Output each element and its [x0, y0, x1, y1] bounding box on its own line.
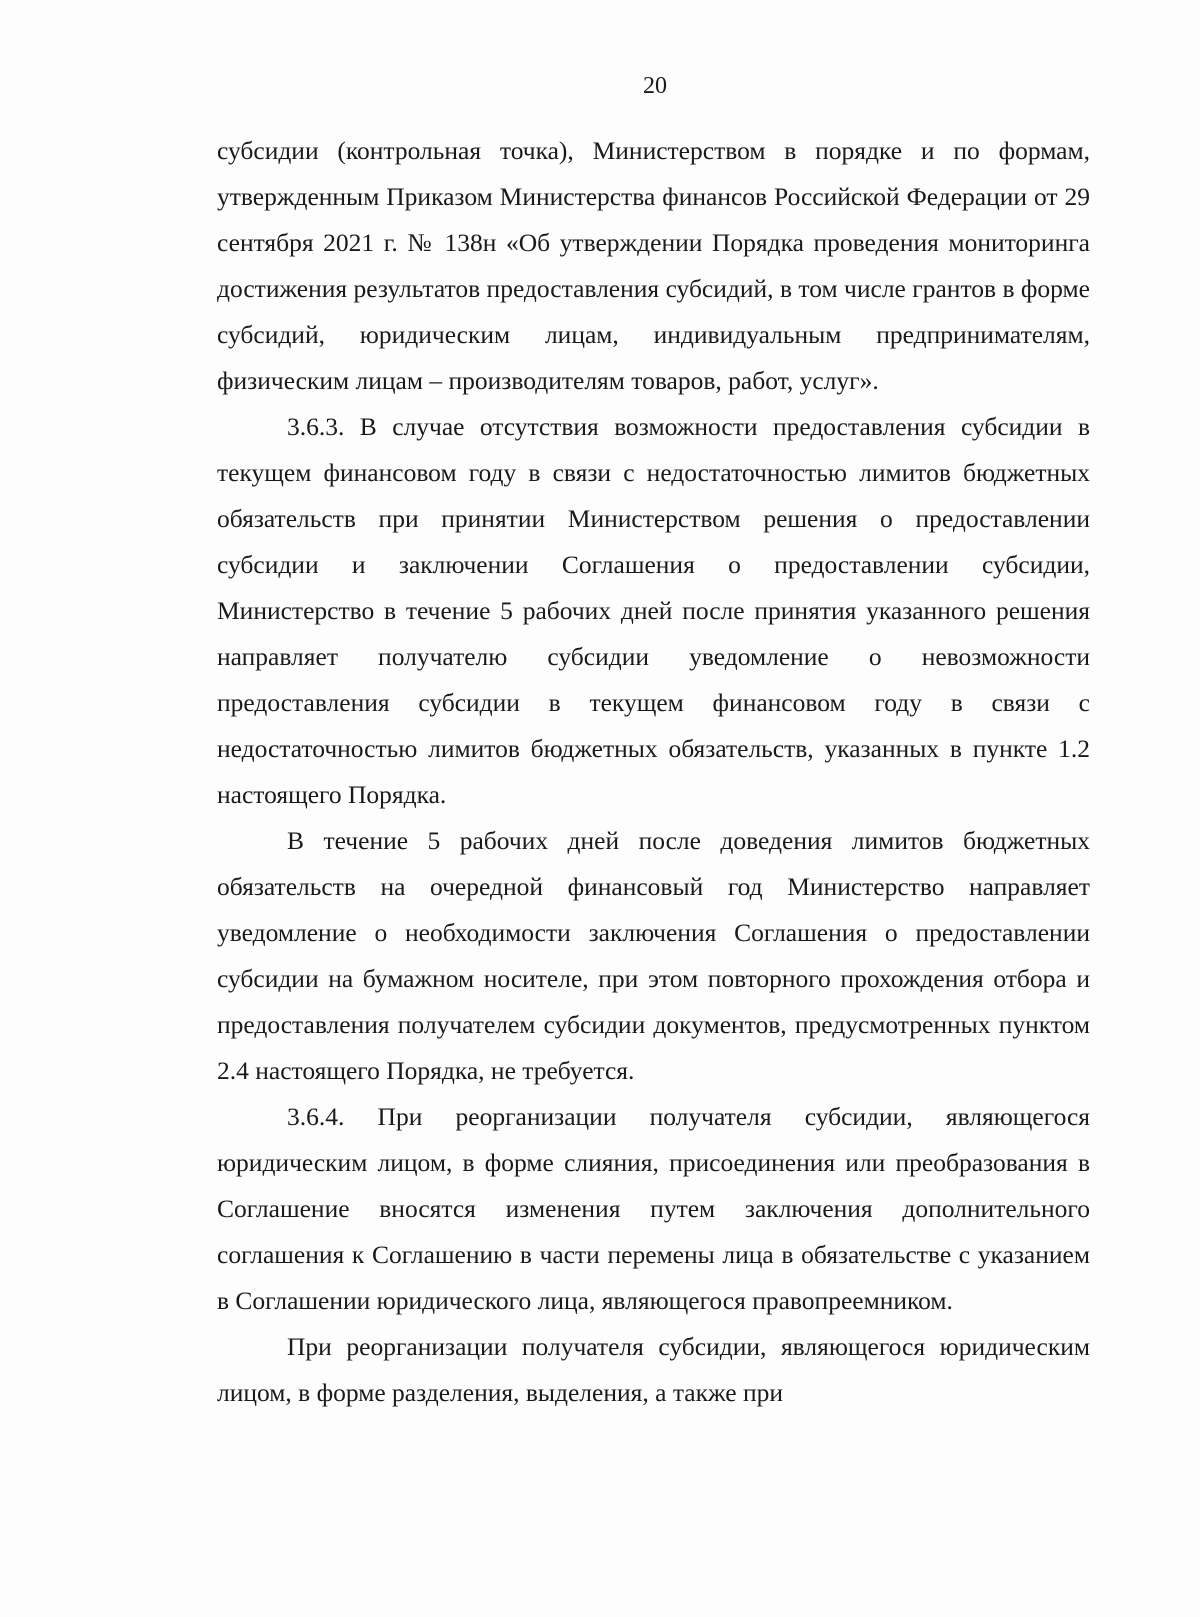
paragraph-reorganization: При реорганизации получателя субсидии, являющегося юридическим лицом, в форме разделения, выделения, а также при — [217, 1332, 1090, 1407]
paragraph-3-6-4: 3.6.4. При реорганизации получателя субсидии, являющегося юридическим лицом, в форме слияния, присоединения или преобразования в Соглашение вносятся изменения путем заключения дополнительного соглашения к Соглашению в части перемены лица в обязательстве с указанием в Соглашении юридического лица, являющегося правопреемником. — [217, 1102, 1090, 1315]
page-number: 20 — [643, 73, 667, 99]
paragraph-limits-notice: В течение 5 рабочих дней после доведения лимитов бюджетных обязательств на очередной финансовый год Министерство направляет уведомление о необходимости заключения Соглашения о предоставлении субсидии на бумажном носителе, при этом повторного прохождения отбора и предоставления получателем субсидии документов, предусмотренных пунктом 2.4 настоящего Порядка, не требуется. — [217, 826, 1090, 1085]
paragraph-3-6-3: 3.6.3. В случае отсутствия возможности предоставления субсидии в текущем финансовом году в связи с недостаточностью лимитов бюджетных обязательств при принятии Министерством решения о предоставлении субсидии и заключении Соглашения о предоставлении субсидии, Министерство в течение 5 рабочих дней после принятия указанного решения направляет получателю субсидии уведомление о невозможности предоставления субсидии в текущем финансовом году в связи с недостаточностью лимитов бюджетных обязательств, указанных в пункте 1.2 настоящего Порядка. — [217, 412, 1090, 809]
document-body — [217, 128, 1090, 1416]
paragraph-continuation: субсидии (контрольная точка), Министерством в порядке и по формам, утвержденным Приказом Министерства финансов Российской Федерации от 29 сентября 2021 г. № 138н «Об утверждении Порядка проведения мониторинга достижения результатов предоставления субсидий, в том числе грантов в форме субсидий, юридическим лицам, индивидуальным предпринимателям, физическим лицам – производителям товаров, работ, услуг». — [217, 136, 1090, 395]
